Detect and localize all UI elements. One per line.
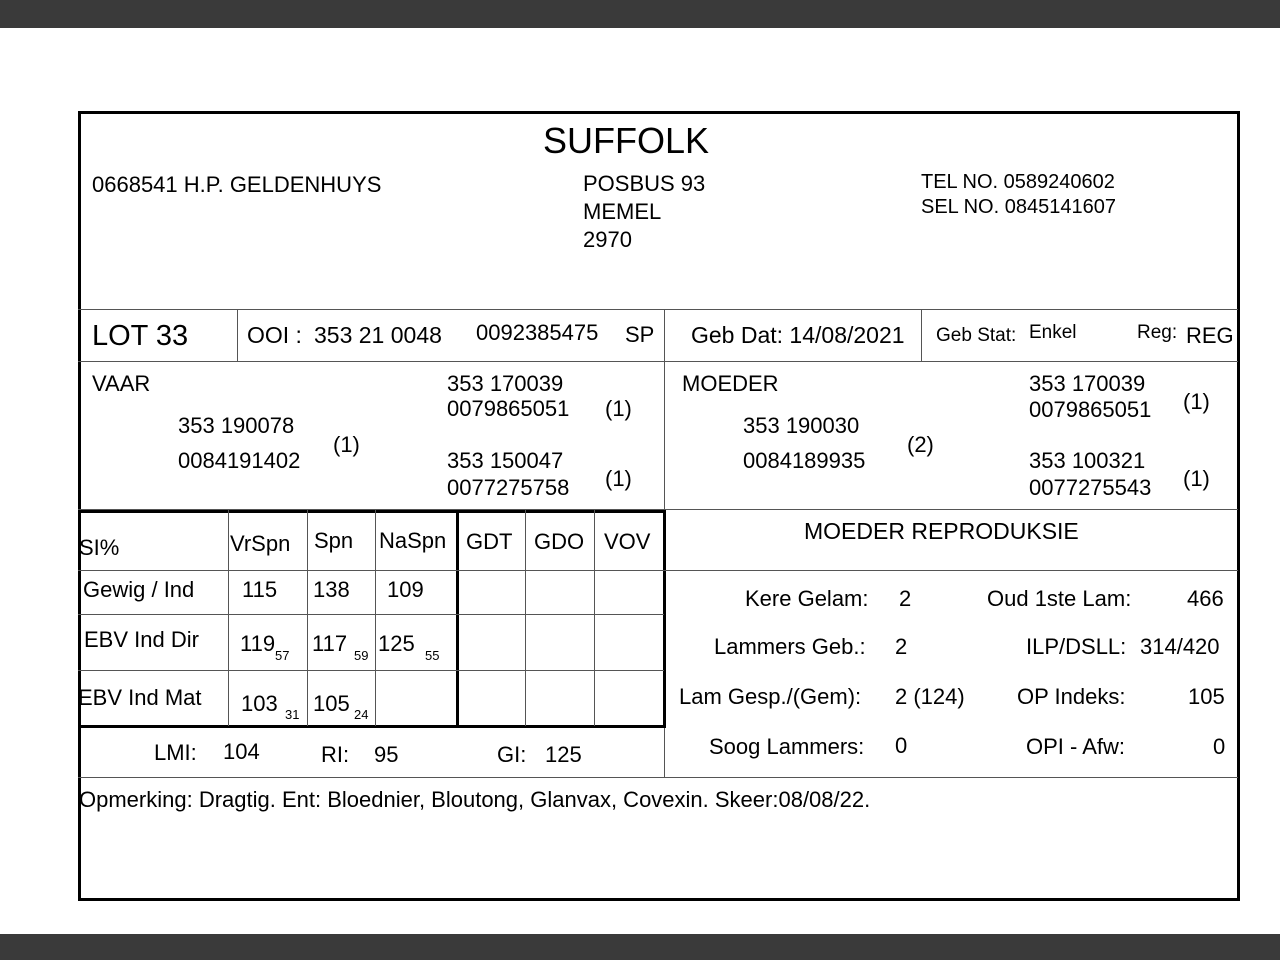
si-table-divider [456, 510, 459, 728]
si-cell-naspn-accuracy: 55 [425, 648, 440, 663]
sire-dam-count: (1) [605, 466, 632, 491]
lam-gesp-label: Lam Gesp./(Gem): [679, 684, 862, 709]
lmi-label: LMI: [154, 740, 197, 765]
address-line-2: MEMEL [583, 199, 662, 224]
opi-afw-label: OPI - Afw: [1026, 734, 1126, 759]
si-table-bottom [78, 725, 665, 728]
reg-value: REG [1186, 323, 1234, 348]
card-border-right [1237, 111, 1240, 901]
si-col-line-4 [525, 510, 526, 726]
sire-sire-count: (1) [605, 396, 632, 421]
ilp-dsll-value: 314/420 [1140, 634, 1220, 659]
lam-gesp-value: 2 (124) [895, 684, 965, 709]
remark-top-line [78, 777, 1238, 778]
dam-sire-count: (1) [1183, 389, 1210, 414]
lmi-value: 104 [223, 739, 260, 764]
si-header-si: SI% [79, 535, 120, 560]
si-cell-vrspn-accuracy: 57 [275, 648, 290, 663]
birth-status-value: Enkel [1029, 322, 1077, 343]
top-bar [0, 0, 1280, 28]
si-header-gdt: GDT [466, 529, 513, 554]
si-row1-line [78, 614, 664, 615]
si-table-top [78, 510, 664, 513]
lot-row-bottom-line [78, 361, 1238, 362]
si-col-line-2 [307, 510, 308, 726]
si-col-line-1 [228, 510, 229, 726]
si-cell-spn: 138 [313, 577, 350, 602]
remark-text: Opmerking: Dragtig. Ent: Bloednier, Bloutong, Glanvax, Covexin. Skeer:08/08/22. [79, 787, 871, 812]
geb-divider [921, 309, 922, 361]
sire-sire-id: 0079865051 [447, 396, 570, 421]
lammers-geb-label: Lammers Geb.: [714, 634, 866, 659]
breed-title: SUFFOLK [543, 120, 710, 161]
ooi-id: 0092385475 [476, 320, 599, 345]
dam-id: 0084189935 [743, 448, 866, 473]
ilp-dsll-label: ILP/DSLL: [1026, 634, 1127, 659]
sire-count: (1) [333, 432, 360, 457]
tel-number: TEL NO. 0589240602 [921, 171, 1115, 193]
dam-label: MOEDER [682, 371, 779, 396]
si-table-right [663, 510, 666, 728]
bottom-bar [0, 934, 1280, 960]
gi-label: GI: [497, 742, 527, 767]
oud-1ste-lam-value: 466 [1187, 586, 1224, 611]
ri-label: RI: [321, 742, 350, 767]
sire-dam-id: 0077275758 [447, 475, 570, 500]
address-line-3: 2970 [583, 227, 632, 252]
sire-label: VAAR [92, 371, 151, 396]
lammers-geb-value: 2 [895, 634, 908, 659]
oud-1ste-lam-label: Oud 1ste Lam: [987, 586, 1132, 611]
si-header-vov: VOV [604, 529, 651, 554]
sire-id: 0084191402 [178, 448, 301, 473]
sire-sire-number: 353 170039 [447, 371, 564, 396]
sale-card [78, 111, 1238, 901]
si-cell-spn: 105 [313, 691, 350, 716]
ooi-number: 353 21 0048 [314, 322, 442, 348]
si-row-label: Gewig / Ind [83, 577, 195, 602]
si-row-label: EBV Ind Dir [84, 627, 199, 652]
si-header-spn: Spn [314, 528, 354, 553]
gi-value: 125 [545, 742, 582, 767]
dam-dam-id: 0077275543 [1029, 475, 1152, 500]
dam-dam-count: (1) [1183, 466, 1210, 491]
si-cell-vrspn: 119 [240, 631, 276, 656]
lot-row-top-line [78, 309, 1238, 310]
si-cell-vrspn: 115 [242, 577, 278, 602]
birth-date: Geb Dat: 14/08/2021 [691, 322, 905, 348]
soog-lammers-value: 0 [895, 733, 908, 758]
si-cell-spn-accuracy: 24 [354, 707, 369, 722]
si-cell-naspn: 125 [378, 631, 415, 656]
repro-header-line [664, 570, 1238, 571]
card-border-left [78, 111, 81, 901]
reg-label: Reg: [1137, 322, 1178, 343]
lot-divider [237, 309, 238, 361]
card-border-top [78, 111, 1240, 114]
sel-number: SEL NO. 0845141607 [921, 196, 1116, 218]
si-cell-vrspn: 103 [241, 691, 278, 716]
dam-sire-id: 0079865051 [1029, 397, 1152, 422]
si-header-vrspn: VrSpn [230, 531, 291, 556]
si-header-naspn: NaSpn [379, 528, 447, 553]
si-col-line-3 [375, 510, 376, 726]
si-cell-spn-accuracy: 59 [354, 648, 369, 663]
si-cell-vrspn-accuracy: 31 [285, 707, 300, 722]
address-line-1: POSBUS 93 [583, 171, 706, 196]
si-header-gdo: GDO [534, 529, 585, 554]
si-row2-line [78, 670, 664, 671]
op-indeks-value: 105 [1188, 684, 1225, 709]
dam-count: (2) [907, 432, 934, 457]
card-border-bottom [78, 898, 1240, 901]
breeder-name: 0668541 H.P. GELDENHUYS [92, 172, 382, 197]
dam-sire-number: 353 170039 [1029, 371, 1146, 396]
lot-number: LOT 33 [92, 320, 189, 352]
dam-number: 353 190030 [743, 413, 860, 438]
repro-title: MOEDER REPRODUKSIE [804, 518, 1079, 544]
kere-gelam-label: Kere Gelam: [745, 586, 869, 611]
si-col-line-5 [594, 510, 595, 726]
si-row-label: EBV Ind Mat [78, 685, 202, 710]
ri-value: 95 [374, 742, 399, 767]
dam-dam-number: 353 100321 [1029, 448, 1146, 473]
soog-lammers-label: Soog Lammers: [709, 734, 865, 759]
sire-number: 353 190078 [178, 413, 295, 438]
sire-dam-number: 353 150047 [447, 448, 564, 473]
si-header-line [78, 570, 664, 571]
si-cell-spn: 117 [312, 631, 348, 656]
si-cell-naspn: 109 [387, 577, 424, 602]
ooi-label: OOI : [247, 322, 302, 348]
kere-gelam-value: 2 [899, 586, 912, 611]
op-indeks-label: OP Indeks: [1017, 684, 1126, 709]
birth-status-label: Geb Stat: [936, 325, 1017, 346]
ooi-code: SP [625, 322, 655, 347]
opi-afw-value: 0 [1213, 734, 1226, 759]
